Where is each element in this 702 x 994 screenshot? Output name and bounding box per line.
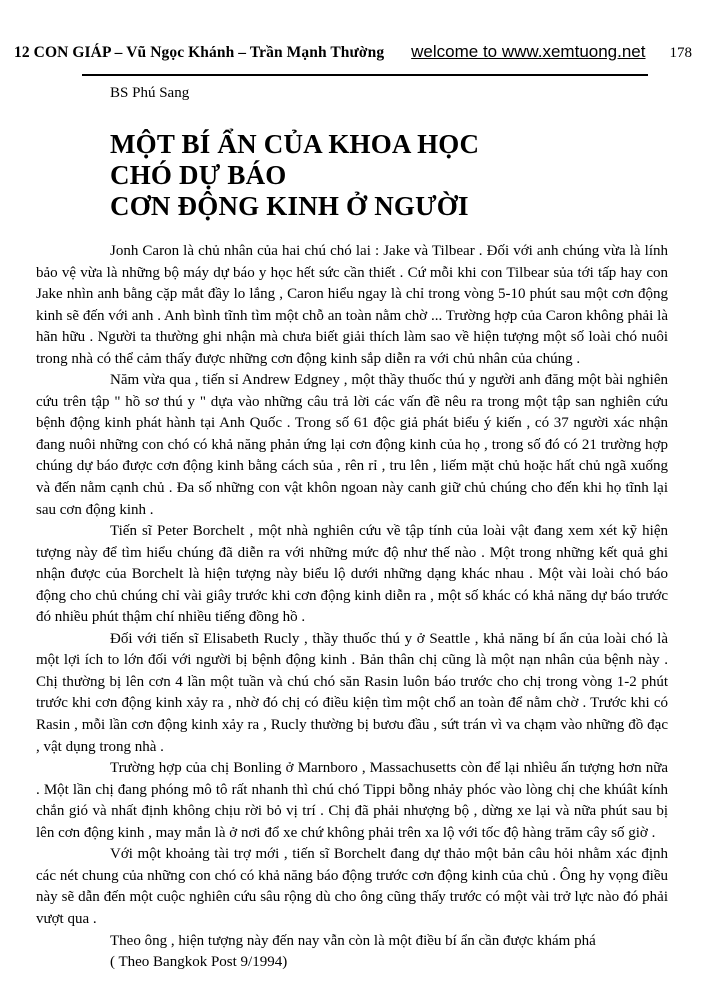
- header-divider: [82, 74, 648, 76]
- paragraph: Năm vừa qua , tiến sỉ Andrew Edgney , một thầy thuốc thú y người anh đăng một bài nghiên cứu trên tập " hồ sơ thú y " dựa vào những câu trả lời các vấn đề nêu ra trong một tập san nghiên cứu bệnh động kinh phát hành tại Anh Quốc . Trong số 61 độc giả phát biểu ý kiến , có 37 người xác nhận đang nuôi những con chó có khả năng phản ứng lại cơn động kinh của họ , trong số đó có 21 trường hợp chúng dự báo được cơn động kinh bằng cách sủa , rên rỉ , tru lên , liếm mặt chủ hoặc hất chủ ngã xuống và đến nằm cạnh chủ . Đa số những con vật khôn ngoan này canh giữ chủ chúng cho đến khi họ tĩnh lại sau cơn động kinh .: [36, 372, 668, 518]
- paragraph: Trường hợp của chị Bonling ở Marnboro , Massachusetts còn để lại nhìêu ấn tượng hơn nữa . Một lần chị đang phóng mô tô rất nhanh thì chú chó Tippi bỗng nhảy phóc vào lòng chị che khúât kính chắn gió và nhất định không chịu rời bỏ vị trí . Chị đã phải nhượng bộ , dừng xe lại và nữa phút sau bị lên cơn động kinh , may mắn là ở nơi đổ xe chứ không phải trên xa lộ với tốc độ hàng trăm cây số giờ .: [36, 760, 668, 841]
- article-title-line-2: CHÓ DỰ BÁO: [110, 160, 287, 190]
- source-attribution: ( Theo Bangkok Post 9/1994): [110, 954, 288, 971]
- page-header: [0, 0, 702, 62]
- paragraph: Jonh Caron là chủ nhân của hai chú chó lai : Jake và Tilbear . Đối với anh chúng vừa là lính bảo vệ vừa là những bộ máy dự báo y học hết sức cần thiết . Cứ mỗi khi con Tilbear sủa tới tấp hay con Jake nhìn anh bằng cặp mắt đầy lo lắng , Caron hiểu ngay là chỉ trong vòng 5-10 phút sau một cơn động kinh sẽ đến với anh . Anh bình tĩnh tìm một chỗ an toàn nằm chờ ... Trường hợp của Caron không phải là hãn hữu . Người ta thường ghi nhận mà chưa biết giải thích làm sao về hiện tượng một số loài chó nuôi trong nhà có thể cảm thấy được những cơn động kinh sắp diễn ra với chủ nhân của chúng .: [36, 243, 668, 367]
- article-title: [110, 129, 702, 222]
- paragraph: Tiến sĩ Peter Borchelt , một nhà nghiên cứu về tập tính của loài vật đang xem xét kỹ hiện tượng này để tìm hiểu chúng đã diễn ra với những mức độ như thế nào . Một trong những kết quả ghi nhận được của Borchelt là hiện tượng này biểu lộ dưới những dạng khác nhau . Một vài loài chó báo động cho chủ chúng chỉ vài giây trước khi cơn động kinh diễn ra , một số khác có khả năng dự báo trước đó nhiều phút thậm chí nhiều tiếng đồng hồ .: [36, 523, 668, 626]
- book-title: 12 CON GIÁP – Vũ Ngọc Khánh – Trần Mạnh Thường: [14, 44, 385, 61]
- website-link[interactable]: welcome to www.xemtuong.net: [411, 42, 646, 61]
- article-title-line-3: CƠN ĐỘNG KINH Ở NGƯỜI: [110, 191, 469, 221]
- article-body: [36, 241, 668, 974]
- page-number: 178: [669, 45, 692, 61]
- paragraph: Với một khoảng tài trợ mới , tiến sĩ Borchelt đang dự thảo một bản câu hỏi nhằm xác định các nét chung của những con chó có khả năng báo động trước cơn động kinh của chủ . Ông hy vọng điều này sẽ dẫn đến một cuộc nghiên cứu sâu rộng dù cho ông cũng thấy trước có một vài trở lực nào đó phải vượt qua .: [36, 846, 668, 927]
- closing-line: Theo ông , hiện tượng này đến nay vẫn còn là một điều bí ẩn cần được khám phá: [110, 932, 596, 949]
- paragraph: Đối với tiến sĩ Elisabeth Rucly , thầy thuốc thú y ở Seattle , khả năng bí ẩn của loài chó là một lợi ích to lớn đối với người bị bệnh động kinh . Bản thân chị cũng là một nạn nhân của bệnh này . Chị thường bị lên cơn 4 lần một tuần và chú chó săn Rasin luôn báo trước cho chị trong vòng 1-2 phút trước khi cơn động kinh xảy ra , nhờ đó chị có điều kiện tìm một chổ an toàn để nằm chờ . Trước khi có Rasin , mỗi lần cơn động kinh xảy ra , Rucly thường bị bươu đầu , sứt trán vì va chạm vào những đồ đạc , vật dụng trong nhà .: [36, 630, 668, 755]
- author-byline: BS Phú Sang: [110, 85, 190, 101]
- article-title-line-1: MỘT BÍ ẨN CỦA KHOA HỌC: [110, 129, 480, 159]
